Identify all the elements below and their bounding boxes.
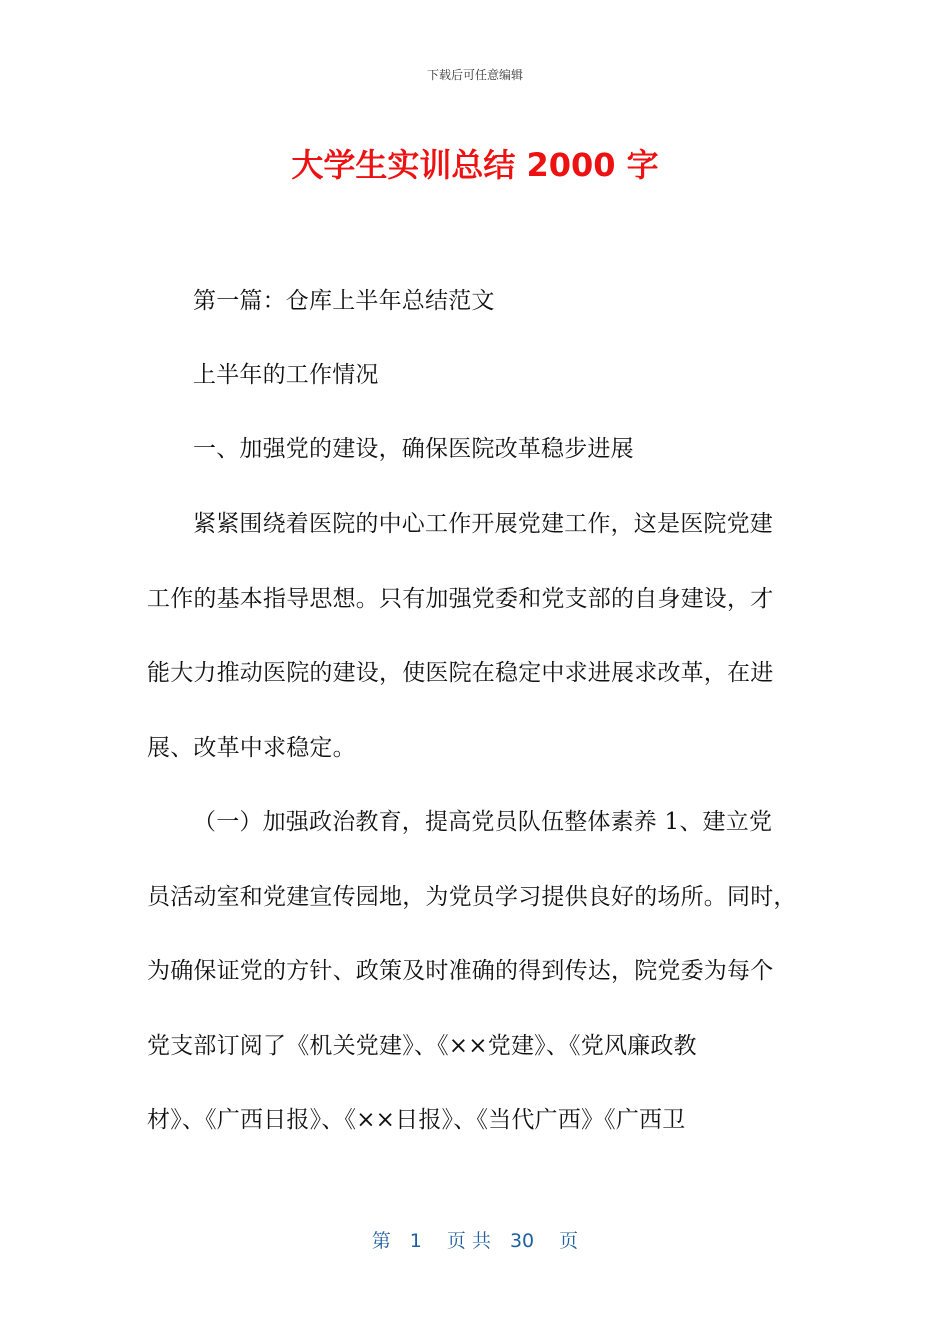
paragraph-line: 员活动室和党建宣传园地，为党员学习提供良好的场所。同时，	[147, 884, 797, 910]
paragraph-line: （一）加强政治教育，提高党员队伍整体素养 1、建立党	[193, 809, 773, 835]
subheading: 一、加强党的建设，确保医院改革稳步进展	[193, 436, 634, 462]
section-heading: 第一篇：仓库上半年总结范文	[193, 288, 495, 314]
paragraph-line: 紧紧围绕着医院的中心工作开展党建工作，这是医院党建	[193, 511, 773, 537]
document-title: 大学生实训总结 2000 字	[291, 146, 659, 184]
paragraph-line: 为确保证党的方针、政策及时准确的得到传达，院党委为每个	[147, 958, 774, 984]
paragraph-line: 能大力推动医院的建设，使医院在稳定中求进展求改革，在进	[147, 660, 774, 686]
paragraph-line: 材》、《广西日报》、《××日报》、《当代广西》《广西卫	[147, 1107, 686, 1133]
paragraph-line: 工作的基本指导思想。只有加强党委和党支部的自身建设，才	[147, 586, 774, 612]
paragraph-line: 党支部订阅了《机关党建》、《××党建》、《党风廉政教	[147, 1033, 697, 1059]
page-number: 第 1 页 共 30 页	[371, 1230, 579, 1252]
subheading: 上半年的工作情况	[193, 362, 379, 388]
paragraph-line: 展、改革中求稳定。	[147, 735, 356, 761]
header-note: 下载后可任意编辑	[426, 68, 523, 82]
